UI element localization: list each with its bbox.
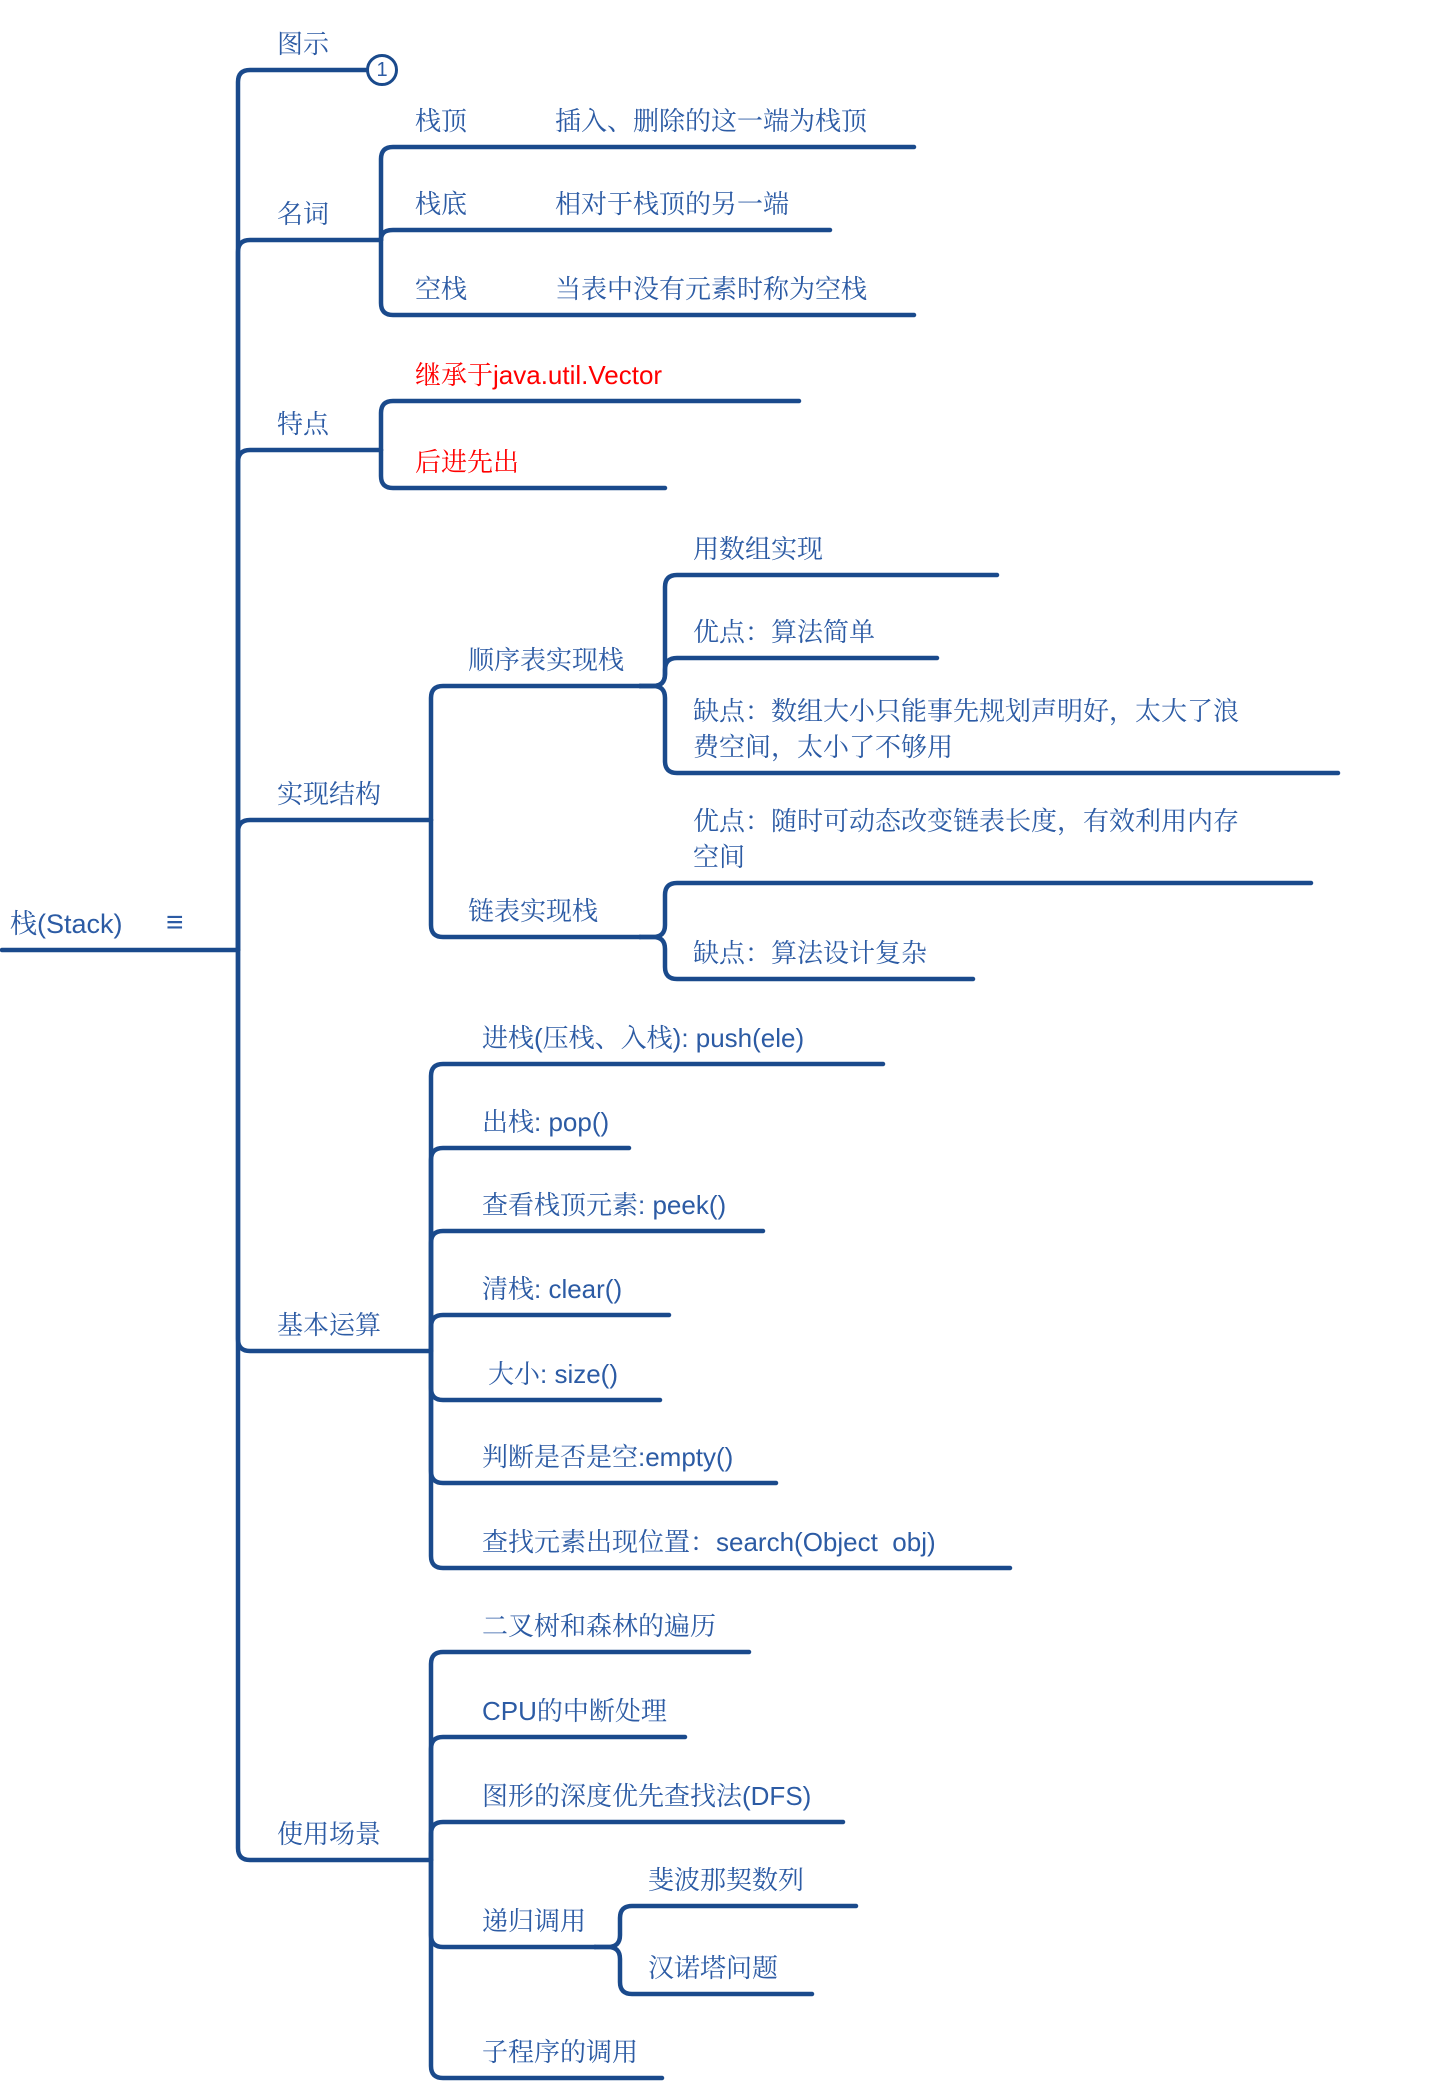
- node-lifo[interactable]: 后进先出: [415, 447, 520, 477]
- branch-array-impl: [431, 686, 640, 820]
- node-linked-cons[interactable]: 缺点：算法设计复杂: [693, 938, 928, 968]
- node-array-impl[interactable]: 顺序表实现栈: [468, 645, 625, 675]
- op-empty[interactable]: 判断是否是空:empty(): [482, 1442, 734, 1472]
- branch-linked-pros: [640, 883, 1311, 937]
- case-subroutine[interactable]: 子程序的调用: [482, 2037, 639, 2067]
- op-search[interactable]: 查找元素出现位置：search(Object obj): [482, 1527, 936, 1557]
- branch-case-tree-traversal: [431, 1652, 749, 1860]
- notes-icon[interactable]: ≡: [166, 906, 184, 939]
- node-diagram[interactable]: 图示: [277, 29, 330, 59]
- case-dfs[interactable]: 图形的深度优先查找法(DFS): [482, 1781, 812, 1811]
- node-root[interactable]: 栈(Stack): [10, 909, 123, 939]
- stack-bottom-term[interactable]: 栈底: [415, 189, 468, 219]
- branch-op-pop: [431, 1148, 629, 1351]
- op-clear[interactable]: 清栈: clear(): [482, 1274, 623, 1304]
- empty-stack-def[interactable]: 当表中没有元素时称为空栈: [555, 274, 868, 304]
- op-peek[interactable]: 查看栈顶元素: peek(): [482, 1190, 727, 1220]
- branch-array-pros: [640, 658, 937, 686]
- case-recursion[interactable]: 递归调用: [482, 1906, 587, 1936]
- node-nouns[interactable]: 名词: [277, 199, 330, 229]
- branch-case-dfs: [431, 1822, 843, 1860]
- branch-nouns: [238, 240, 381, 950]
- op-push[interactable]: 进栈(压栈、入栈): push(ele): [482, 1023, 805, 1053]
- node-implementation[interactable]: 实现结构: [277, 779, 382, 809]
- stack-top-term[interactable]: 栈顶: [415, 106, 468, 136]
- branch-inherits-vector: [381, 401, 799, 450]
- node-array-note[interactable]: 用数组实现: [693, 534, 824, 564]
- branch-use-cases: [238, 950, 431, 1860]
- node-array-cons[interactable]: 缺点：数组大小只能事先规划声明好，太大了浪费空间，太小了不够用: [693, 696, 1240, 762]
- case-cpu-interrupt[interactable]: CPU的中断处理: [482, 1696, 667, 1726]
- node-operations[interactable]: 基本运算: [277, 1310, 382, 1340]
- node-array-pros[interactable]: 优点：算法简单: [693, 617, 876, 647]
- node-linked-impl[interactable]: 链表实现栈: [468, 896, 599, 926]
- node-inherits-vector[interactable]: 继承于java.util.Vector: [415, 360, 663, 390]
- branch-implementation: [238, 820, 431, 950]
- node-features[interactable]: 特点: [277, 409, 330, 439]
- stack-bottom-def[interactable]: 相对于栈顶的另一端: [555, 189, 790, 219]
- branch-case-fibonacci: [595, 1906, 856, 1947]
- node-use-cases[interactable]: 使用场景: [277, 1819, 382, 1849]
- op-pop[interactable]: 出栈: pop(): [482, 1107, 610, 1137]
- collapse-badge[interactable]: 1: [366, 54, 398, 86]
- op-size[interactable]: 大小: size(): [488, 1359, 619, 1389]
- empty-stack-term[interactable]: 空栈: [415, 274, 468, 304]
- case-hanoi[interactable]: 汉诺塔问题: [648, 1953, 779, 1983]
- branch-features: [238, 450, 381, 950]
- branch-stack-bottom: [381, 230, 830, 240]
- stack-top-def[interactable]: 插入、删除的这一端为栈顶: [555, 106, 868, 136]
- case-fibonacci[interactable]: 斐波那契数列: [648, 1865, 805, 1895]
- node-linked-pros[interactable]: 优点：随时可动态改变链表长度，有效利用内存空间: [693, 806, 1240, 872]
- branch-op-clear: [431, 1315, 669, 1351]
- branch-operations: [238, 950, 431, 1351]
- case-tree-traversal[interactable]: 二叉树和森林的遍历: [482, 1611, 717, 1641]
